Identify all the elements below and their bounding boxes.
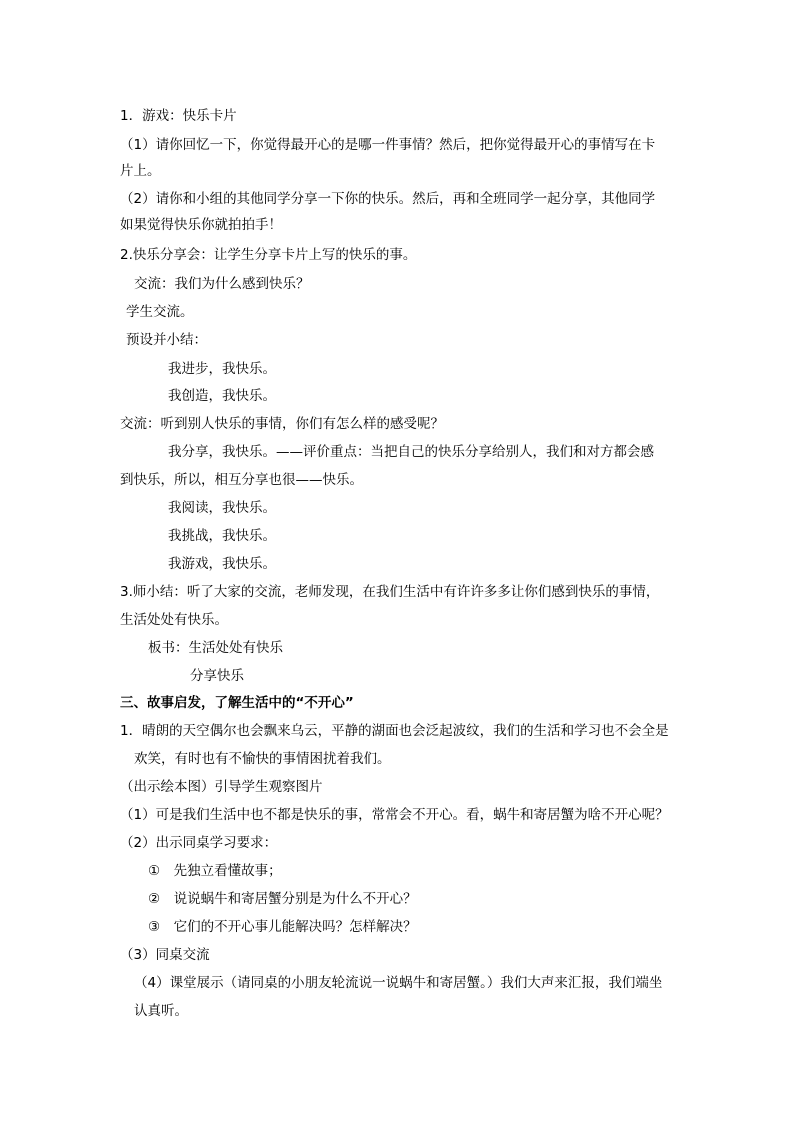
paragraph-line: 板书：生活处处有快乐 — [148, 640, 283, 656]
teacher-summary-heading: 3.师小结：听了大家的交流，老师发现，在我们生活中有许许多多让你们感到快乐的事情， — [120, 584, 660, 600]
paragraph-line: 认真听。 — [134, 1003, 188, 1019]
list-item: ① 先独立看懂故事； — [148, 863, 282, 879]
paragraph-line: （1）请你回忆一下，你觉得最开心的是哪一件事情？然后，把你觉得最开心的事情写在卡 — [120, 137, 656, 153]
paragraph-line: （1）可是我们生活中也不都是快乐的事，常常会不开心。看，蜗牛和寄居蟹为啥不开心呢？ — [120, 807, 669, 823]
paragraph-line: 我进步，我快乐。 — [168, 361, 276, 377]
paragraph-line: （出示绘本图）引导学生观察图片 — [120, 779, 323, 795]
paragraph-line: （2）请你和小组的其他同学分享一下你的快乐。然后，再和全班同学一起分享，其他同学 — [120, 191, 656, 207]
paragraph-line: 我分享，我快乐。——评价重点：当把自己的快乐分享给别人，我们和对方都会感 — [168, 444, 654, 460]
paragraph-line: （2）出示同桌学习要求： — [120, 835, 278, 851]
paragraph-line: 我阅读，我快乐。 — [168, 500, 276, 516]
paragraph-line: 生活处处有快乐。 — [120, 612, 228, 628]
paragraph-line: 片上。 — [120, 163, 161, 179]
paragraph-line: 交流：我们为什么感到快乐？ — [134, 276, 310, 292]
paragraph-line: （4）课堂展示（请同桌的小朋友轮流说一说蜗牛和寄居蟹。）我们大声来汇报，我们端坐 — [134, 975, 663, 991]
paragraph-line: 我挑战，我快乐。 — [168, 528, 276, 544]
paragraph-line: 欢笑，有时也有不愉快的事情困扰着我们。 — [134, 751, 391, 767]
list-item: ③ 它们的不开心事儿能解决吗？怎样解决？ — [148, 919, 417, 935]
paragraph-line: 如果觉得快乐你就拍拍手！ — [120, 217, 282, 233]
paragraph-line: 到快乐，所以，相互分享也很——快乐。 — [120, 472, 363, 488]
paragraph-line: 我创造，我快乐。 — [168, 388, 276, 404]
list-item: ② 说说蜗牛和寄居蟹分别是为什么不开心？ — [148, 891, 417, 907]
paragraph-line: 预设并小结： — [126, 332, 207, 348]
paragraph-line: 交流：听到别人快乐的事情，你们有怎么样的感受呢？ — [120, 416, 444, 432]
paragraph-line: 我游戏，我快乐。 — [168, 556, 276, 572]
paragraph-line: 学生交流。 — [126, 304, 194, 320]
share-meeting-heading: 2.快乐分享会：让学生分享卡片上写的快乐的事。 — [120, 247, 417, 263]
game-heading: 1．游戏：快乐卡片 — [120, 108, 237, 124]
paragraph-line: （3）同桌交流 — [120, 947, 210, 963]
paragraph-line: 1．晴朗的天空偶尔也会飘来乌云，平静的湖面也会泛起波纹，我们的生活和学习也不会全是 — [120, 723, 669, 739]
section-heading: 三、故事启发，了解生活中的“不开心” — [120, 695, 354, 711]
paragraph-line: 分享快乐 — [190, 668, 244, 684]
